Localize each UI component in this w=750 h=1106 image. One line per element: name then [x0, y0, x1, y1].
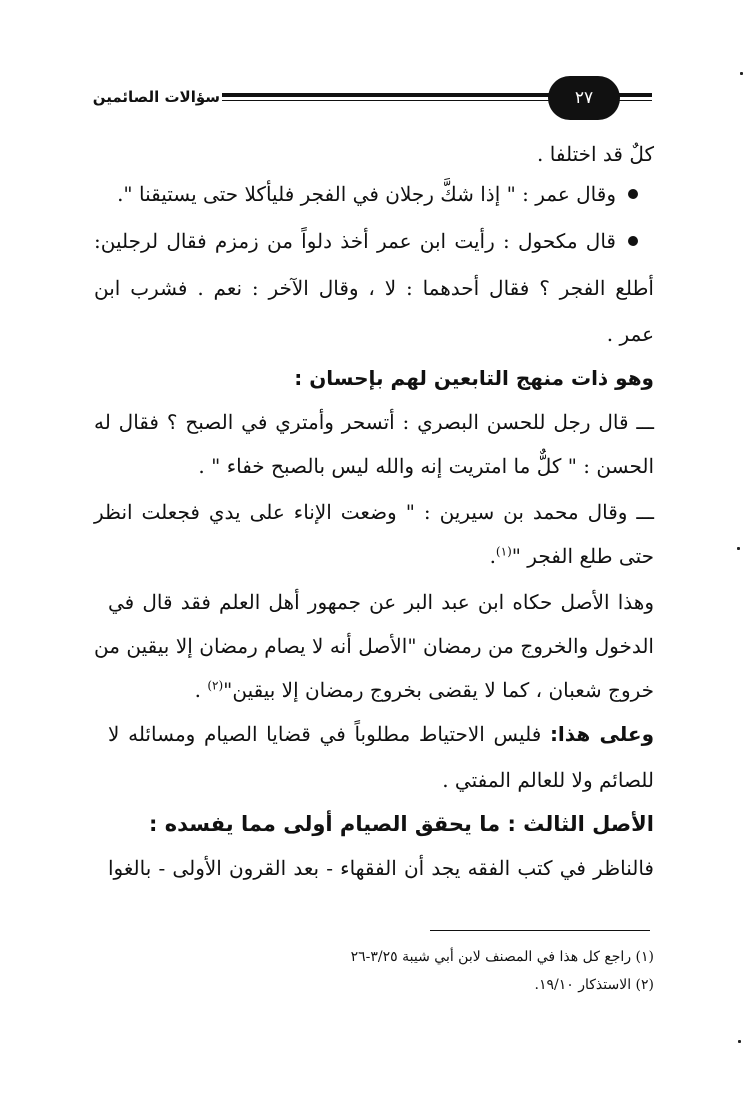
footnote-ref-2: (٢) — [207, 678, 224, 693]
text-line-4: أطلع الفجر ؟ فقال أحدهما : لا ، وقال الآخر : نعم . فشرب ابن — [94, 276, 654, 300]
text-line-14: وعلى هذا: فليس الاحتياط مطلوباً في قضايا الصيام ومسائله لا — [108, 722, 654, 746]
text-line-1: كلٌ قد اختلفا . — [537, 142, 654, 166]
page-number-badge: ٢٧ — [548, 76, 620, 120]
text-line-5: عمر . — [606, 322, 654, 346]
scan-speck — [738, 1040, 741, 1043]
text-line-17: فالناظر في كتب الفقه يجد أن الفقهاء - بعد القرون الأولى - بالغوا — [108, 856, 654, 880]
footnote-ref-1: (١) — [495, 544, 512, 559]
text-line-11: وهذا الأصل حكاه ابن عبد البر عن جمهور أهل العلم فقد قال في — [108, 590, 654, 614]
text-line-15: للصائم ولا للعالم المفتي . — [442, 768, 654, 792]
scan-speck — [737, 547, 740, 550]
text-line-12: الدخول والخروج من رمضان "الأصل أنه لا يصام رمضان إلا بيقين من — [94, 634, 654, 658]
bullet-icon — [628, 189, 638, 199]
text-line-7: ـــ قال رجل للحسن البصري : أتسحر وأمتري في الصبح ؟ فقال له — [94, 410, 654, 434]
text-line-10: حتى طلع الفجر "$^{(١)}$. — [489, 544, 654, 568]
running-header-title: سؤالات الصائمين — [92, 88, 220, 106]
section-heading: الأصل الثالث : ما يحقق الصيام أولى مما يفسده : — [149, 812, 654, 836]
text-line-2: وقال عمر : " إذا شكَّ رجلان في الفجر فليأكلا حتى يستيقنا ". — [117, 182, 616, 206]
footnote-2: (٢) الاستذكار ١٩/١٠. — [534, 977, 654, 993]
text-line-13: خروج شعبان ، كما لا يقضى بخروج رمضان إلا بيقين"$^{(٢)}$ . — [194, 678, 654, 702]
text-line-3: قال مكحول : رأيت ابن عمر أخذ دلواً من زمزم فقال لرجلين: — [94, 229, 616, 253]
scan-speck — [740, 72, 743, 75]
footnote-rule — [430, 930, 650, 931]
section-subheading: وهو ذات منهج التابعين لهم بإحسان : — [294, 366, 654, 390]
footnote-1: (١) راجع كل هذا في المصنف لابن أبي شيبة ٣/٢٥-٢٦ — [350, 949, 654, 965]
bullet-icon — [628, 236, 638, 246]
text-line-9: ـــ وقال محمد بن سيرين : " وضعت الإناء على يدي فجعلت انظر — [94, 500, 654, 524]
text-line-8: الحسن : " كلٌّ ما امتريت إنه والله ليس بالصبح خفاء " . — [198, 454, 654, 478]
